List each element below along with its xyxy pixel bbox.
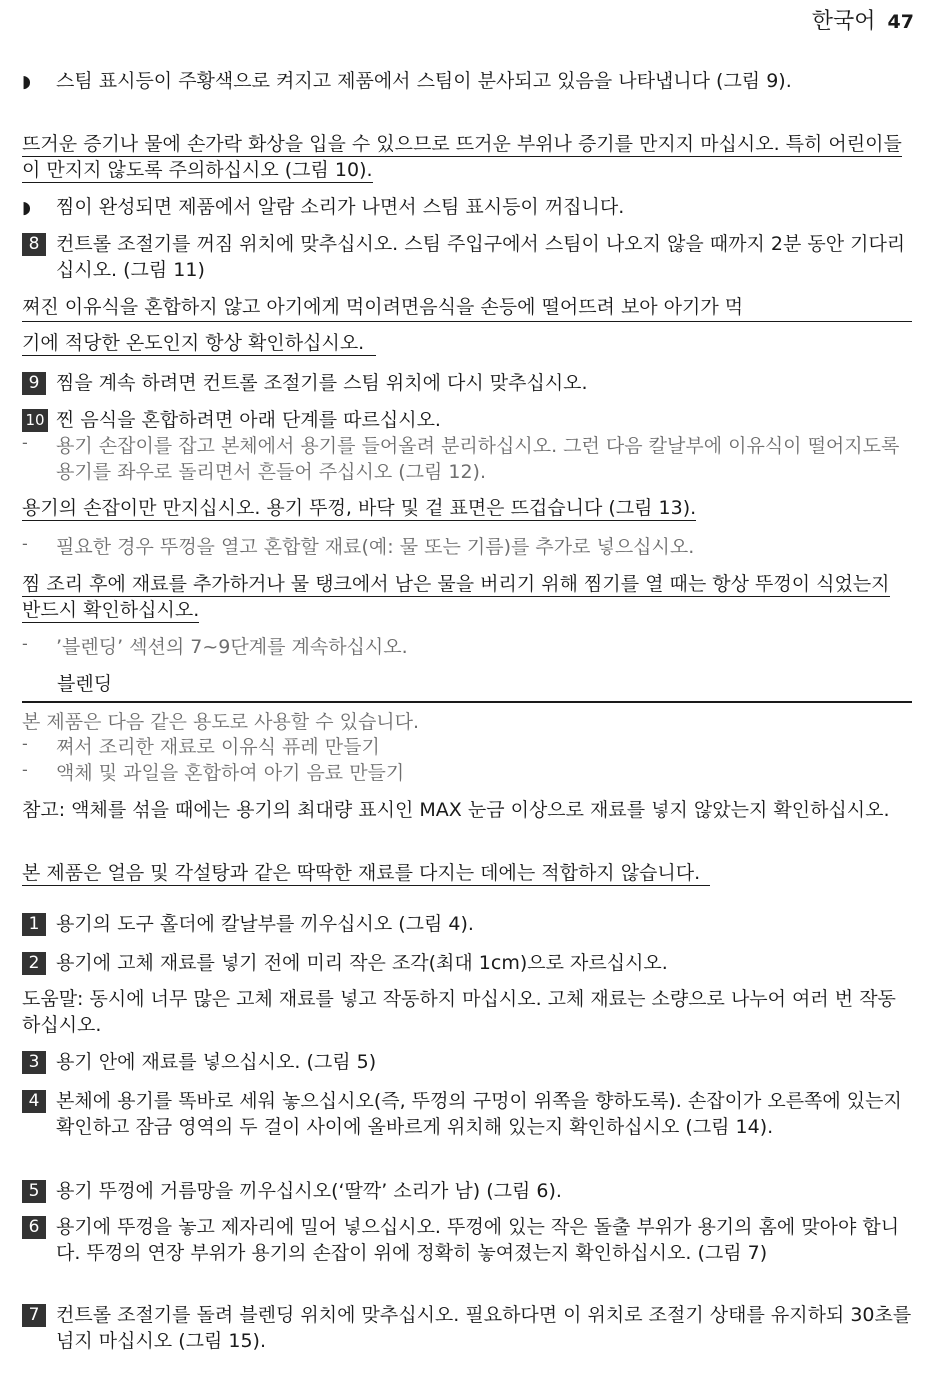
result-text: 찜이 완성되면 제품에서 알람 소리가 나면서 스팀 표시등이 꺼집니다. [56, 196, 625, 218]
intro-list-item: 액체 및 과일을 혼합하여 아기 음료 만들기 [56, 762, 405, 784]
step-text: 용기 뚜껑에 거름망을 끼우십시오(‘딸깍’ 소리가 남) (그림 6). [56, 1180, 562, 1202]
step-number-badge: 3 [22, 1051, 46, 1074]
note-text: 참고: 액체를 섞을 때에는 용기의 최대량 표시인 MAX 눈금 이상으로 재료를 넣지 않았는지 확인하십시오. [22, 799, 890, 821]
step-number-badge: 2 [22, 952, 46, 975]
section-title: 블렌딩 [57, 673, 113, 695]
step-number-badge: 9 [22, 372, 46, 395]
warning-underlined: 찜 조리 후에 재료를 추가하거나 물 탱크에서 남은 물을 버리기 위해 찜기를 열 때는 항상 뚜껑이 식었는지 반드시 확인하십시오. [22, 573, 890, 621]
step-number-badge: 5 [22, 1180, 46, 1203]
sub-step-text: 필요한 경우 뚜껑을 열고 혼합할 재료(예: 물 또는 기름)를 추가로 넣으십시오. [56, 536, 695, 558]
bullet-icon: ◗ [22, 198, 31, 218]
warning-underlined: 용기의 손잡이만 만지십시오. 용기 뚜껑, 바닥 및 겉 표면은 뜨겁습니다 (그림 13). [22, 497, 697, 519]
step-text: 컨트롤 조절기를 꺼짐 위치에 맞추십시오. 스팀 주입구에서 스팀이 나오지 않을 때까지 2분 동안 기다리십시오. (그림 11) [56, 233, 906, 281]
step-number-badge: 6 [22, 1216, 46, 1239]
dash-marker: - [22, 634, 28, 653]
result-text: 스팀 표시등이 주황색으로 켜지고 제품에서 스팀이 분사되고 있음을 나타냅니다 (그림 9). [56, 70, 792, 92]
warning-text [22, 131, 912, 183]
bullet-icon: ◗ [22, 72, 31, 92]
step-text: 찐 음식을 혼합하려면 아래 단계를 따르십시오. [56, 409, 441, 431]
step-number-badge: 4 [22, 1090, 46, 1113]
dash-marker: - [22, 534, 28, 553]
intro-text: 본 제품은 다음 같은 용도로 사용할 수 있습니다. [22, 711, 420, 733]
step-text: 용기 안에 재료를 넣으십시오. (그림 5) [56, 1051, 377, 1073]
step-number-badge: 8 [22, 233, 46, 256]
tip-text: 도움말: 동시에 너무 많은 고체 재료를 넣고 작동하지 마십시오. 고체 재료는 소량으로 나누어 여러 번 작동하십시오. [22, 988, 896, 1036]
dash-marker: - [22, 433, 28, 452]
language-label: 한국어 [811, 9, 876, 34]
warning-line: 쪄진 이유식을 혼합하지 않고 아기에게 먹이려면음식을 손등에 떨어뜨려 보아 아기가 먹 [22, 294, 912, 322]
step-number-badge: 7 [22, 1304, 46, 1327]
warning-underlined: 본 제품은 얼음 및 각설탕과 같은 딱딱한 재료를 다지는 데에는 적합하지 않습니다. [22, 862, 710, 886]
warning-text [22, 495, 912, 521]
warning-text [22, 571, 902, 623]
page-number: 47 [887, 11, 914, 33]
step-text: 컨트롤 조절기를 돌려 블렌딩 위치에 맞추십시오. 필요하다면 이 위치로 조절기 상태를 유지하되 30초를 넘지 마십시오 (그림 15). [56, 1304, 912, 1352]
sub-step-text: 용기 손잡이를 잡고 본체에서 용기를 들어올려 분리하십시오. 그런 다음 칼날부에 이유식이 떨어지도록 용기를 좌우로 돌리면서 흔들어 주십시오 (그림 12). [56, 435, 900, 483]
step-number-badge: 10 [22, 409, 48, 432]
step-text: 용기의 도구 홀더에 칼날부를 끼우십시오 (그림 4). [56, 913, 474, 935]
section-heading [22, 671, 912, 703]
step-text: 찜을 계속 하려면 컨트롤 조절기를 스팀 위치에 다시 맞추십시오. [56, 372, 588, 394]
dash-marker: - [22, 760, 28, 779]
warning-text [22, 860, 912, 886]
step-text: 본체에 용기를 똑바로 세워 놓으십시오(즉, 뚜껑의 구멍이 위쪽을 향하도록). 손잡이가 오른쪽에 있는지 확인하고 잠금 영역의 두 걸이 사이에 올바르게 위치해 있는지 확인하십시오 (그림 14). [56, 1090, 902, 1138]
step-text: 용기에 고체 재료를 넣기 전에 미리 작은 조각(최대 1cm)으로 자르십시오. [56, 952, 668, 974]
sub-step-text: ’블렌딩’ 섹션의 7~9단계를 계속하십시오. [56, 636, 408, 658]
warning-underlined: 기에 적당한 온도인지 항상 확인하십시오. [22, 332, 376, 356]
intro-list-item: 쪄서 조리한 재료로 이유식 퓨레 만들기 [56, 736, 380, 758]
step-text: 용기에 뚜껑을 놓고 제자리에 밀어 넣으십시오. 뚜껑에 있는 작은 돌출 부위가 용기의 홈에 맞아야 합니다. 뚜껑의 연장 부위가 용기의 손잡이 위에 정확히 놓여졌는지 확인하십시오. (그림 7) [56, 1216, 900, 1264]
dash-marker: - [22, 734, 28, 753]
warning-line [22, 330, 912, 356]
page-header [812, 4, 914, 35]
step-number-badge: 1 [22, 913, 46, 936]
warning-underlined: 뜨거운 증기나 물에 손가락 화상을 입을 수 있으므로 뜨거운 부위나 증기를 만지지 마십시오. 특히 어린이들이 만지지 않도록 주의하십시오 (그림 10). [22, 133, 902, 181]
